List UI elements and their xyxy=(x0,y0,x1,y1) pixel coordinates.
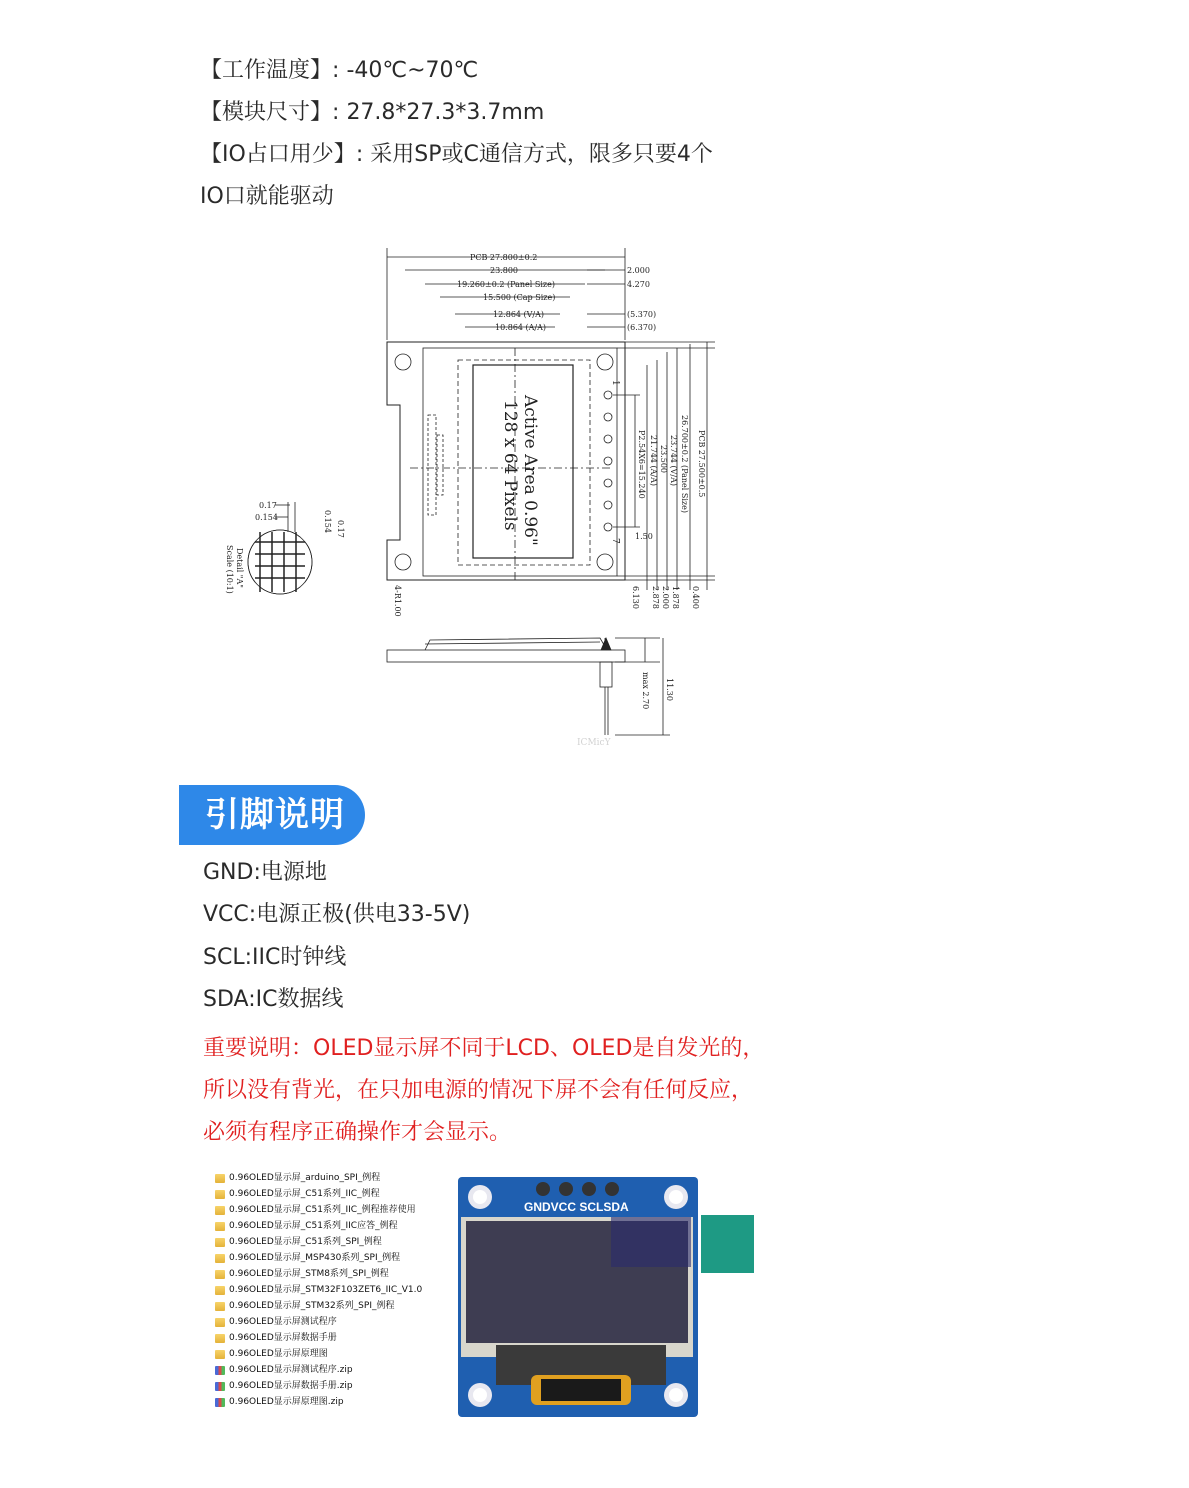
file-list-item[interactable] xyxy=(215,1378,427,1394)
pin-desc: IC数据线 xyxy=(255,987,344,1012)
file-name: 0.96OLED显示屏_C51系列_IIC应答_例程 xyxy=(229,1221,398,1231)
pin-desc: IIC时钟线 xyxy=(252,945,347,970)
dim-6130: 6.130 xyxy=(631,586,640,609)
file-name: 0.96OLED显示屏数据手册 xyxy=(229,1333,337,1343)
folder-icon xyxy=(215,1302,225,1311)
file-name: 0.96OLED显示屏_STM8系列_SPI_例程 xyxy=(229,1269,389,1279)
hole-radius-label: 4-R1.00 xyxy=(393,585,402,617)
folder-icon xyxy=(215,1238,225,1247)
active-area-label: Active Area 0.96" xyxy=(520,395,540,546)
side-total-height: 11.30 xyxy=(665,678,674,701)
pin-vcc: VCC:电源正极(供电33-5V) xyxy=(203,902,471,927)
dim-4270: 4.270 xyxy=(627,280,650,289)
file-list-item[interactable] xyxy=(215,1298,427,1314)
detail-d4: 0.17 xyxy=(336,520,345,538)
folder-icon xyxy=(215,1318,225,1327)
folder-icon xyxy=(215,1206,225,1215)
pitch-label: 1.50 xyxy=(635,532,653,541)
spec-label: 【模块尺寸】 xyxy=(200,100,333,125)
file-name: 0.96OLED显示屏_STM32F103ZET6_IIC_V1.0 xyxy=(229,1285,423,1295)
pins-section-header: 引脚说明 xyxy=(179,785,365,845)
file-list-item[interactable] xyxy=(215,1346,427,1362)
zip-archive-icon xyxy=(215,1366,225,1375)
module-pin-names: GNDVCC SCLSDA xyxy=(524,1200,629,1214)
dimension-drawing xyxy=(215,240,735,745)
file-list-item[interactable] xyxy=(215,1314,427,1330)
side-max-height: max 2.70 xyxy=(641,672,650,710)
dim-pcb-width: PCB 27.800±0.2 xyxy=(470,253,538,262)
detail-d3: 0.154 xyxy=(323,510,332,533)
dim-pcb-height: PCB 27.500±0.5 xyxy=(697,430,706,498)
file-name: 0.96OLED显示屏_arduino_SPI_例程 xyxy=(229,1173,381,1183)
file-name: 0.96OLED显示屏_MSP430系列_SPI_例程 xyxy=(229,1253,401,1263)
pin-gnd: GND:电源地 xyxy=(203,860,327,885)
file-name: 0.96OLED显示屏_C51系列_IIC_例程推荐使用 xyxy=(229,1205,416,1215)
pin-desc: 电源地 xyxy=(260,860,327,885)
dim-0400: 0.400 xyxy=(691,586,700,609)
dim-va-width: 12.864 (V/A) xyxy=(493,310,545,319)
folder-icon xyxy=(215,1334,225,1343)
spec-io: 【IO占口用少】: 采用SP或C通信方式，限多只要4个 xyxy=(200,142,713,167)
dim-5370: (5.370) xyxy=(627,310,657,319)
folder-icon xyxy=(215,1174,225,1183)
pin-1-label: 1 xyxy=(610,380,620,386)
watermark: ICMicY xyxy=(577,738,611,745)
file-name: 0.96OLED显示屏_C51系列_SPI_例程 xyxy=(229,1237,382,1247)
dim-2878: 2.878 xyxy=(651,586,660,609)
dim-pitch: P2.54X6=15.240 xyxy=(637,430,646,499)
pin-scl: SCL:IIC时钟线 xyxy=(203,945,347,970)
spec-value: 采用SP或C通信方式，限多只要4个 xyxy=(370,142,713,167)
detail-title: Detail "A" xyxy=(235,548,244,588)
file-list-item[interactable] xyxy=(215,1362,427,1378)
file-name: 0.96OLED显示屏_C51系列_IIC_例程 xyxy=(229,1189,380,1199)
detail-scale: Scale (10:1) xyxy=(225,545,234,594)
file-list-item[interactable] xyxy=(215,1394,427,1410)
file-list-item[interactable] xyxy=(215,1266,427,1282)
file-name: 0.96OLED显示屏数据手册.zip xyxy=(229,1381,353,1391)
folder-icon xyxy=(215,1270,225,1279)
oled-module-photo xyxy=(456,1175,756,1420)
folder-icon xyxy=(215,1222,225,1231)
file-list-item[interactable] xyxy=(215,1170,427,1186)
pin-name: GND xyxy=(203,860,254,885)
dim-6370: (6.370) xyxy=(627,323,657,332)
pin-name: VCC xyxy=(203,902,249,927)
file-list-item[interactable] xyxy=(215,1186,427,1202)
dim-va-height: 23.744 (V/A) xyxy=(669,435,678,487)
dim-23500: 23.500 xyxy=(659,445,668,473)
pin-desc: 电源正极(供电33-5V) xyxy=(256,902,471,927)
dim-panel-height: 26.700±0.2 (Panel Size) xyxy=(680,415,689,513)
dim-cap-width: 15.500 (Cap Size) xyxy=(483,293,556,302)
spec-temperature: 【工作温度】: -40℃~70℃ xyxy=(200,58,479,83)
dim-panel-width: 19.260±0.2 (Panel Size) xyxy=(457,280,555,289)
dim-aa-height: 21.744 (A/A) xyxy=(649,435,658,487)
pin-name: SCL xyxy=(203,945,245,970)
folder-icon xyxy=(215,1254,225,1263)
file-name: 0.96OLED显示屏测试程序 xyxy=(229,1317,337,1327)
spec-label: 【工作温度】 xyxy=(200,58,333,83)
folder-icon xyxy=(215,1190,225,1199)
detail-d2: 0.154 xyxy=(255,513,278,522)
pin-name: SDA xyxy=(203,987,249,1012)
file-list-item[interactable] xyxy=(215,1234,427,1250)
pin-sda: SDA:IC数据线 xyxy=(203,987,344,1012)
spec-value: -40℃~70℃ xyxy=(346,58,479,83)
spec-value: 27.8*27.3*3.7mm xyxy=(346,100,545,125)
folder-icon xyxy=(215,1286,225,1295)
file-list-item[interactable] xyxy=(215,1282,427,1298)
file-list-item[interactable] xyxy=(215,1202,427,1218)
dim-23800: 23.800 xyxy=(490,266,518,275)
important-note: 重要说明：OLED显示屏不同于LCD、OLED是自发光的，所以没有背光，在只加电源的情况下屏不会有任何反应，必须有程序正确操作才会显示。 xyxy=(203,1036,765,1145)
file-list-item[interactable] xyxy=(215,1250,427,1266)
active-area-pixels: 128 x 64 Pixels xyxy=(500,400,520,531)
file-list-item[interactable] xyxy=(215,1218,427,1234)
dim-2000: 2.000 xyxy=(627,266,650,275)
file-name: 0.96OLED显示屏原理图 xyxy=(229,1349,328,1359)
zip-archive-icon xyxy=(215,1382,225,1391)
spec-io-cont xyxy=(200,182,334,212)
file-list-item[interactable] xyxy=(215,1330,427,1346)
spec-size: 【模块尺寸】: 27.8*27.3*3.7mm xyxy=(200,100,545,125)
dim-aa-width: 10.864 (A/A) xyxy=(495,323,547,332)
spec-value: IO口就能驱动 xyxy=(200,184,334,209)
detail-d1: 0.17 xyxy=(259,501,277,510)
pin-7-label: 7 xyxy=(610,538,620,544)
file-name: 0.96OLED显示屏测试程序.zip xyxy=(229,1365,353,1375)
zip-archive-icon xyxy=(215,1398,225,1407)
file-name: 0.96OLED显示屏_STM32系列_SPI_例程 xyxy=(229,1301,395,1311)
file-name: 0.96OLED显示屏原理图.zip xyxy=(229,1397,344,1407)
dim-1878: 1.878 xyxy=(671,586,680,609)
folder-icon xyxy=(215,1350,225,1359)
spec-label: 【IO占口用少】 xyxy=(200,142,356,167)
dim-2000b: 2.000 xyxy=(661,586,670,609)
file-list xyxy=(215,1170,427,1412)
